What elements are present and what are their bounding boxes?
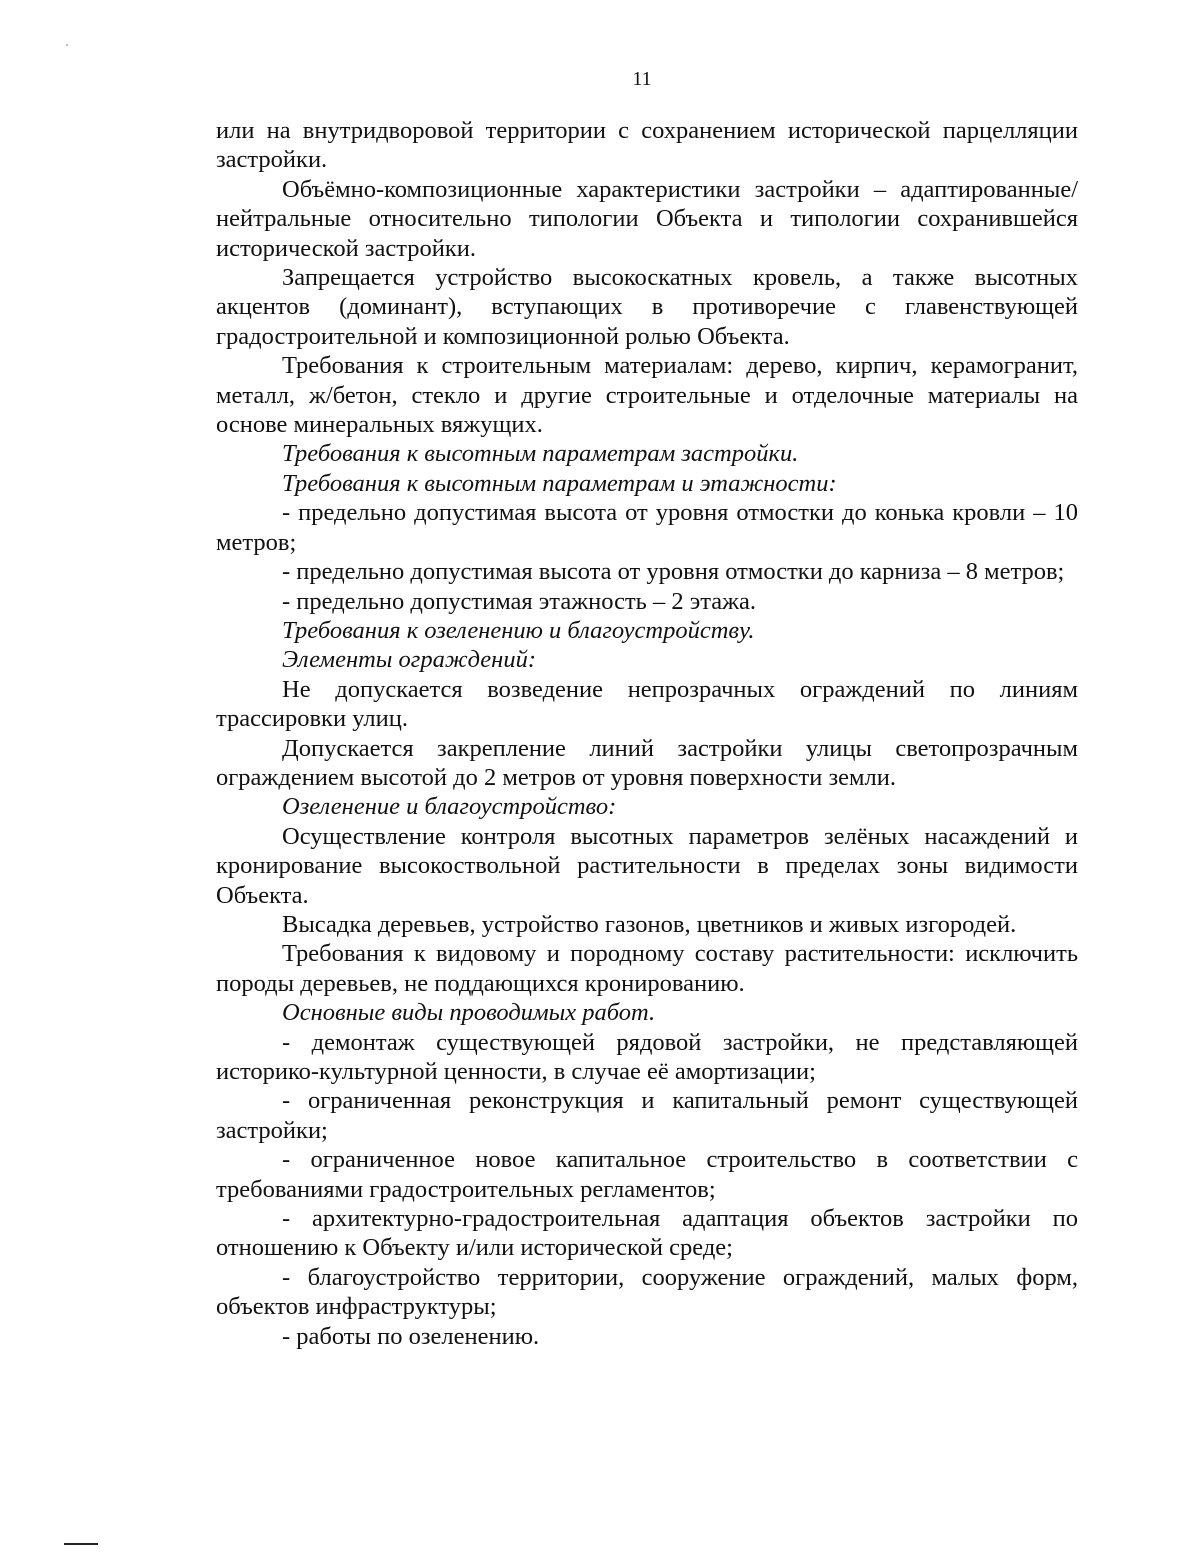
paragraph: или на внутридворовой территории с сохранением исторической парцелляции застройки. (216, 117, 1078, 174)
italic-heading: Требования к высотным параметрам и этажности: (282, 469, 837, 497)
list-item: - ограниченное новое капитальное строительство в соответствии с требованиями градостроительных регламентов; (216, 1146, 1078, 1203)
scan-speck (66, 44, 68, 46)
scan-mark (64, 1543, 98, 1545)
list-item: - благоустройство территории, сооружение ограждений, малых форм, объектов инфраструктуры; (216, 1263, 1078, 1321)
list-item: - предельно допустимая высота от уровня отмостки до конька кровли – 10 метров; (216, 499, 1078, 556)
paragraph: Допускается закрепление линий застройки улицы светопрозрачным ограждением высотой до 2 метров от уровня поверхности земли. (216, 734, 1078, 791)
italic-heading: Основные виды проводимых работ. (282, 999, 656, 1027)
list-item: - архитектурно-градостроительная адаптация объектов застройки по отношению к Объекту и/или исторической среде; (216, 1205, 1078, 1262)
list-item: - демонтаж существующей рядовой застройки, не представляющей историко-культурной ценности, в случае её амортизации; (216, 1028, 1078, 1085)
paragraph: Требования к строительным материалам: дерево, кирпич, керамогранит, металл, ж/бетон, стекло и другие строительные и отделочные материалы на основе минеральных вяжущих. (216, 352, 1078, 439)
paragraph: Требования к видовому и породному составу растительности: исключить породы деревьев, не поддающихся кронированию. (216, 940, 1078, 997)
paragraph: Запрещается устройство высокоскатных кровель, а также высотных акцентов (доминант), вступающих в противоречие с главенствующей градостроительной и композиционной ролью Объекта. (216, 264, 1078, 350)
list-item: - работы по озеленению. (282, 1322, 540, 1350)
list-item: - ограниченная реконструкция и капитальный ремонт существующей застройки; (216, 1087, 1078, 1144)
italic-heading: Озеленение и благоустройство: (282, 793, 617, 821)
list-item: - предельно допустимая этажность – 2 этажа. (282, 587, 757, 615)
italic-heading: Требования к озеленению и благоустройству. (282, 616, 755, 644)
paragraph: Объёмно-композиционные характеристики застройки – адаптированные/нейтральные относительно типологии Объекта и типологии сохранившейся исторической застройки. (216, 175, 1078, 262)
list-item: - предельно допустимая высота от уровня отмостки до карниза – 8 метров; (282, 558, 1065, 586)
page-number: 11 (632, 68, 652, 90)
document-body (216, 116, 1078, 1351)
paragraph: Высадка деревьев, устройство газонов, цветников и живых изгородей. (282, 910, 1017, 938)
italic-heading: Требования к высотным параметрам застройки. (282, 440, 799, 468)
paragraph: Осуществление контроля высотных параметров зелёных насаждений и кронирование высокоствольной растительности в пределах зоны видимости Объекта. (216, 822, 1078, 909)
paragraph: Не допускается возведение непрозрачных ограждений по линиям трассировки улиц. (216, 675, 1078, 733)
italic-heading: Элементы ограждений: (282, 646, 536, 674)
